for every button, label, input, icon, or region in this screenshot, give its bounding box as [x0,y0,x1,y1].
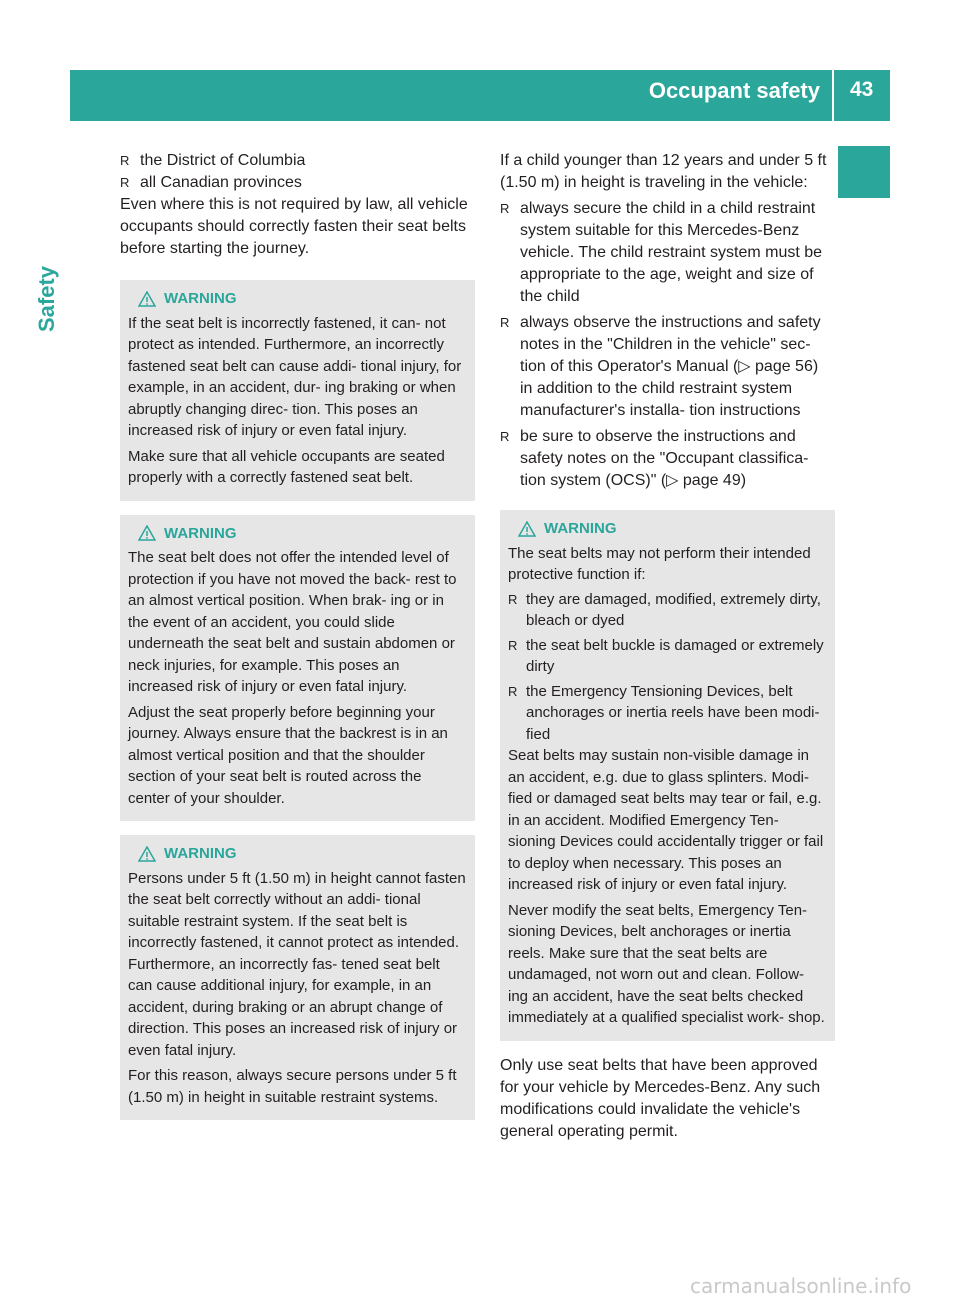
warning-triangle-icon [138,291,156,307]
warning-heading: WARNING [518,518,827,540]
bullet-mark: R [500,315,510,330]
side-tab-block [838,146,890,198]
warning-box [120,515,475,822]
warning-text: The seat belts may not perform their intended protective function if: [508,544,811,583]
list-item: R all Canadian provinces [120,172,475,194]
warning-text: Persons under 5 ft (1.50 m) in height cannot fasten the seat belt correctly without an addi- tional suitable restraint system. If the seat belt is incorrectly fastened, it cannot protect as intended. Furthermore, an incorrectly fas- tened seat belt can cause additional injury, for example, in an accident, during braking or an abrupt change of direction. This poses an increased risk of injury or even fatal injury. [128,869,466,1059]
bullet-mark: R [120,175,130,190]
warning-text: The seat belt does not offer the intended level of protection if you have not moved the back- rest to an almost vertical position. When brak- ing or in the event of an accident, you could slide underneath the seat belt and sustain abdomen or neck injuries, for example. This poses an increased risk of injury or even fatal injury. [128,549,457,695]
list-item: R always observe the instructions and safety notes in the "Children in the vehicle" sec- tion of this Operator's Manual (▷ page 56) in addition to the child restraint system manufacturer's installa- tion instructions [500,314,821,419]
header-bar [70,70,890,121]
watermark: carmanualsonline.info [690,1274,912,1298]
bullet-mark: R [508,683,518,699]
warning-box [120,835,475,1120]
page-section-title: Occupant safety [648,78,820,103]
header-divider [832,70,834,121]
bullet-mark: R [500,429,510,444]
side-tab-label: Safety [34,265,59,332]
list-item: R they are damaged, modified, extremely dirty, bleach or dyed [508,590,821,629]
warning-text: For this reason, always secure persons under 5 ft (1.50 m) in height in suitable restraint systems. [128,1067,457,1106]
warning-triangle-icon [518,521,536,537]
warning-text: If the seat belt is incorrectly fastened, it can- not protect as intended. Furthermore, an incorrectly fastened seat belt can cause addi- tional injury, for example, in an accident, dur- ing braking or when abruptly changing direc- tion. This poses an increased risk of injury or even fatal injury. [128,314,462,439]
warning-box [120,280,475,501]
side-tab [838,146,890,356]
list-item: R the Emergency Tensioning Devices, belt anchorages or inertia reels have been modi- fied [508,682,820,743]
warning-triangle-icon [138,525,156,541]
warning-box [500,510,835,1041]
warning-text: Seat belts may sustain non-visible damage in an accident, e.g. due to glass splinters. Modi- fied or damaged seat belts may tear or fail, e.g. in an accident. Modified Emergency Ten- sioning Devices could accidentally trigger or fail to deploy when necessary. This poses an increased risk of injury or even fatal injury. [508,747,824,893]
bullet-mark: R [500,201,510,216]
warning-heading: WARNING [138,843,467,865]
bullet-mark: R [508,591,518,607]
closing-paragraph: Only use seat belts that have been approved for your vehicle by Mercedes-Benz. Any such modifications could invalidate the vehicle's general operating permit. [500,1056,821,1140]
warning-text: Adjust the seat properly before beginning your journey. Always ensure that the backrest is in an almost vertical position and that the shoulder section of your seat belt is routed across the center of your shoulder. [128,703,448,807]
intro-paragraph: Even where this is not required by law, all vehicle occupants should correctly fasten their seat belts before starting the journey. [120,196,468,257]
warning-heading: WARNING [138,523,467,545]
page-number: 43 [850,78,874,101]
list-item: R the District of Columbia [120,150,475,172]
bullet-mark: R [508,637,518,653]
left-column [120,150,475,1120]
warning-heading: WARNING [138,288,467,310]
list-item: R the seat belt buckle is damaged or extremely dirty [508,636,824,675]
list-item: R always secure the child in a child restraint system suitable for this Mercedes-Benz vehicle. The child restraint system must be appropriate to the age, weight and size of the child [500,200,823,305]
right-column [500,150,835,1143]
warning-text: Never modify the seat belts, Emergency Ten- sioning Devices, belt anchorages or inertia reels. Make sure that the seat belts are undamaged, not worn out and clean. Follow- ing an accident, have the seat belts checked immediately at a qualified specialist work- shop. [508,901,825,1026]
warning-text: Make sure that all vehicle occupants are seated properly with a correctly fastened seat belt. [128,447,445,486]
list-item: R be sure to observe the instructions and safety notes on the "Occupant classifica- tion system (OCS)" (▷ page 49) [500,428,809,489]
warning-triangle-icon [138,846,156,862]
bullet-mark: R [120,153,130,168]
intro-paragraph: If a child younger than 12 years and under 5 ft (1.50 m) in height is traveling in the vehicle: [500,152,827,191]
